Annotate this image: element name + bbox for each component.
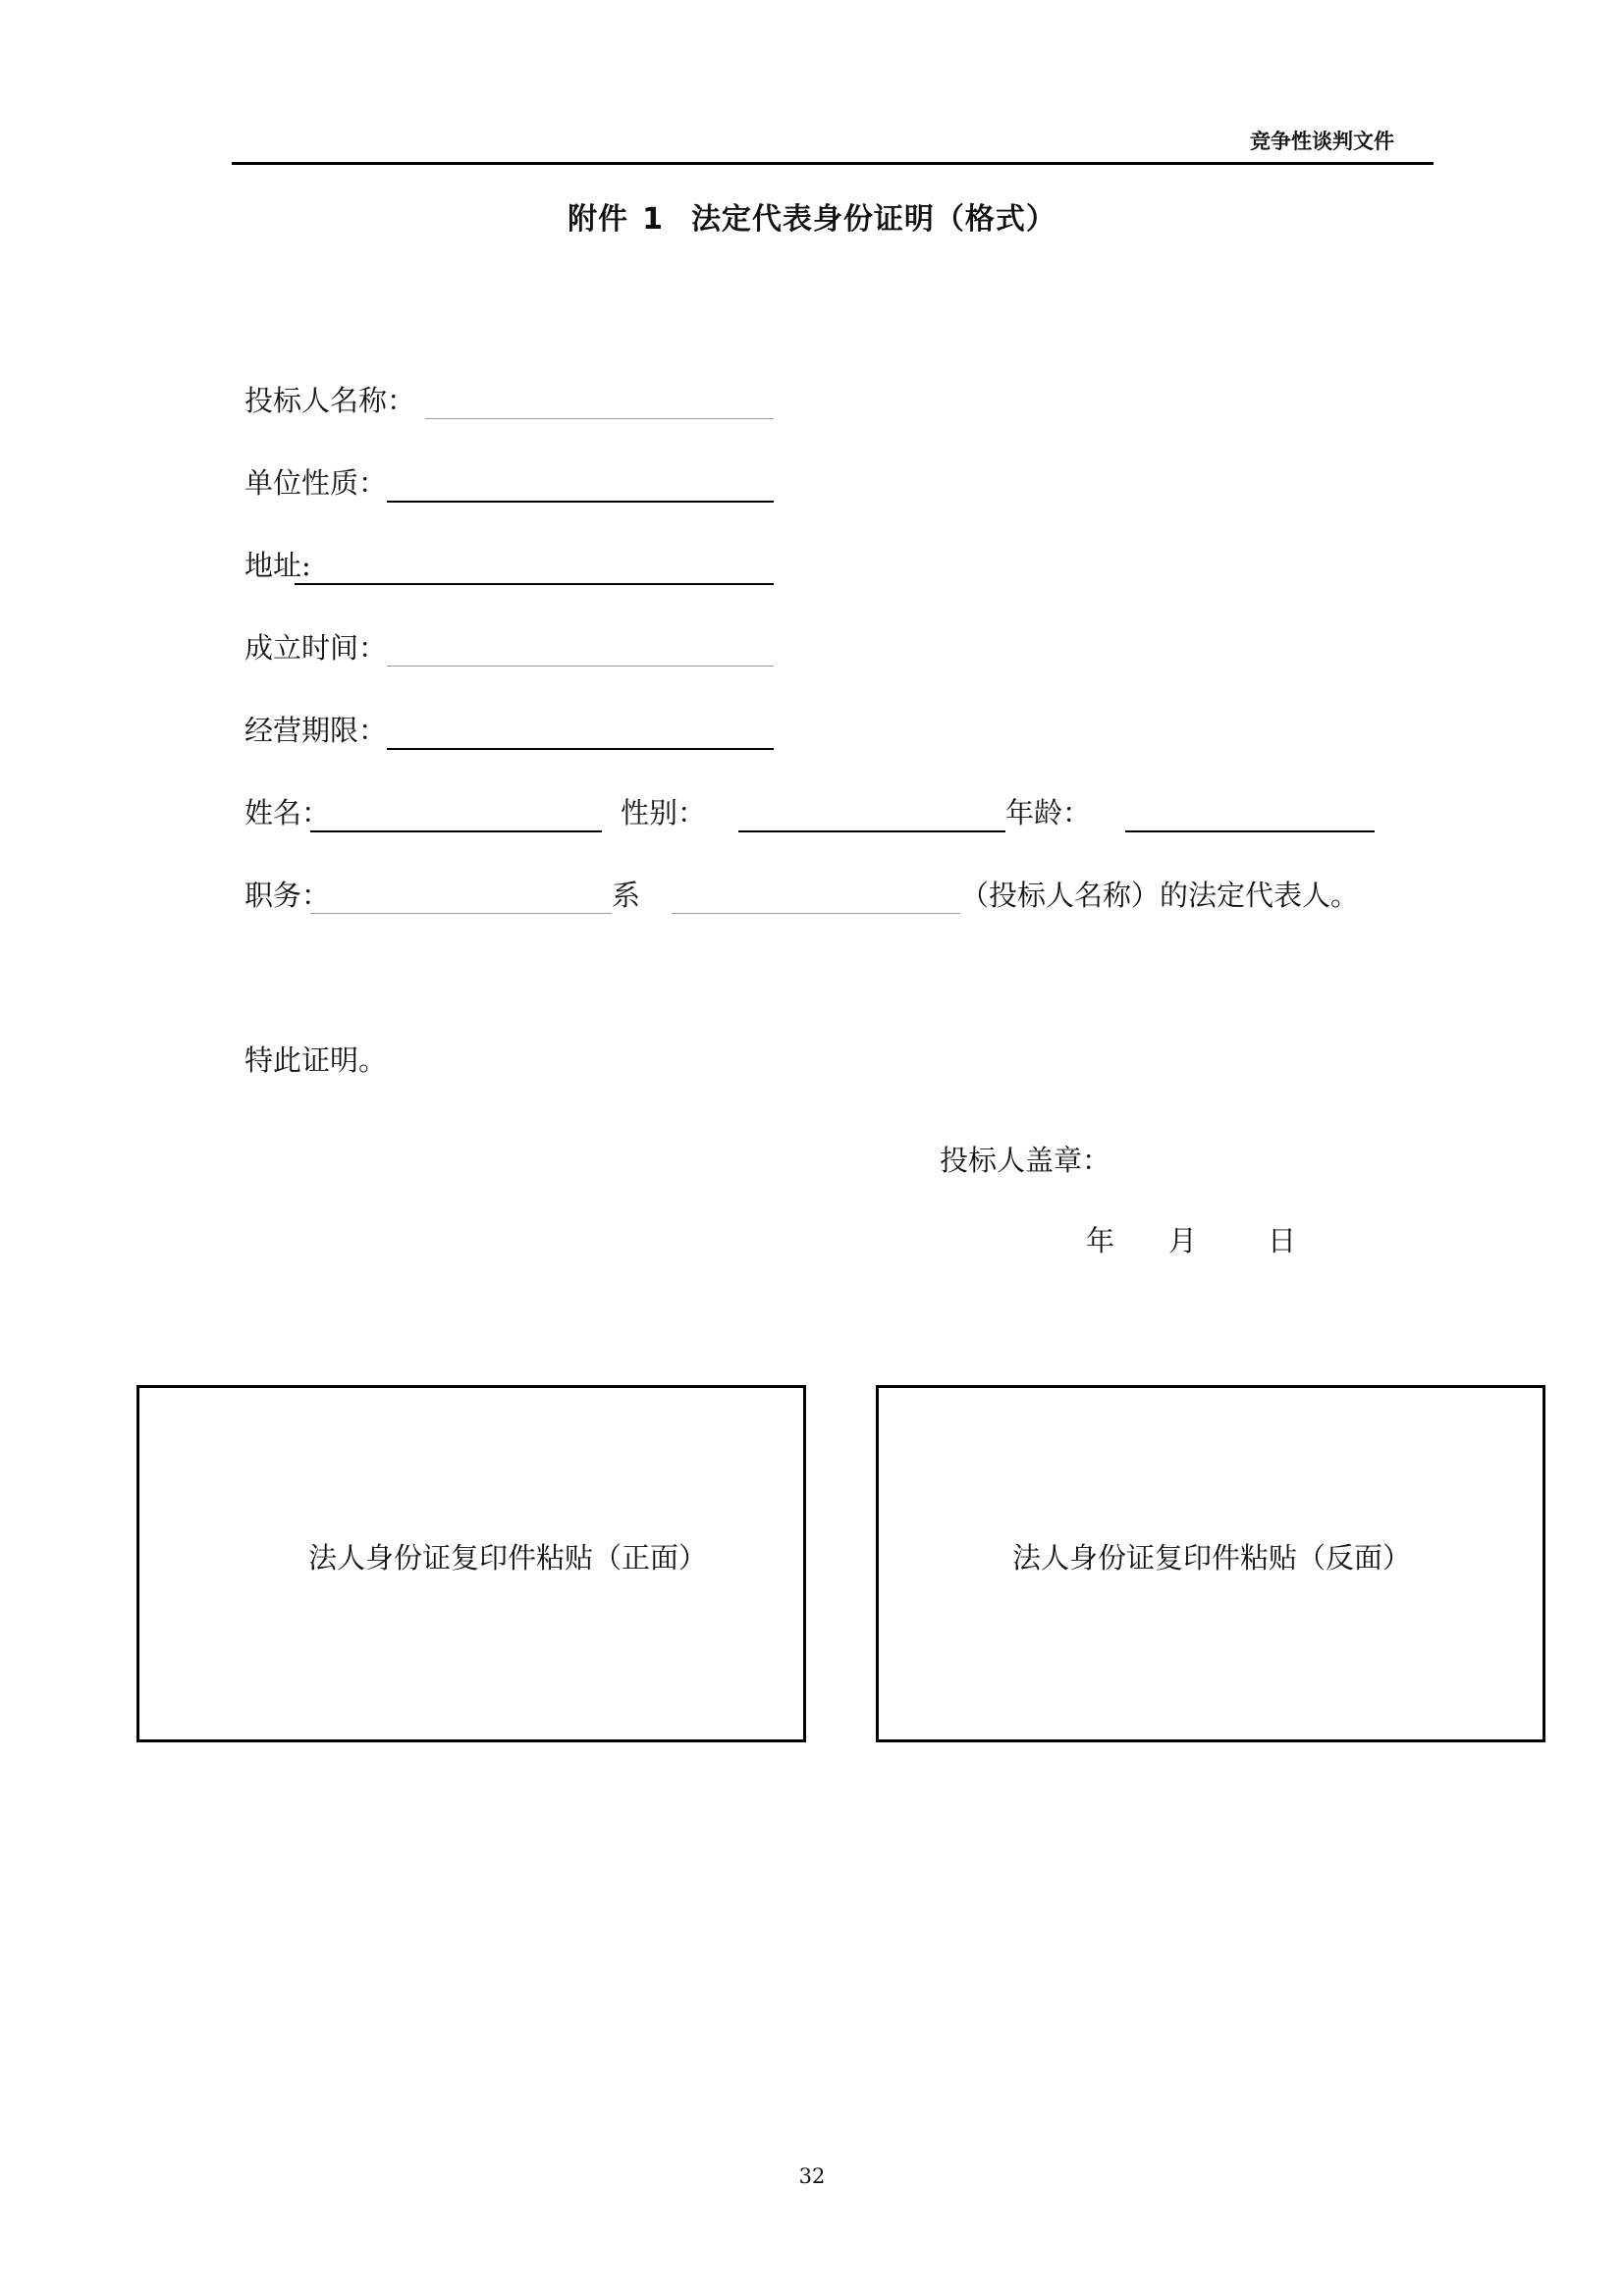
date-year: 年 [1086, 1224, 1115, 1257]
seal-label: 投标人盖章： [940, 1144, 1111, 1177]
gender-field[interactable] [738, 830, 1005, 832]
term-field[interactable] [387, 748, 774, 750]
title-number: 1 [642, 202, 664, 237]
header-rule [232, 162, 1434, 165]
id-back-box [876, 1385, 1545, 1742]
term-label: 经营期限： [244, 714, 388, 747]
date-month: 月 [1168, 1224, 1198, 1257]
bidder-name-field[interactable] [425, 418, 774, 419]
unit-nature-field[interactable] [387, 501, 774, 503]
date-day: 日 [1268, 1224, 1297, 1257]
page-number: 32 [798, 2164, 826, 2188]
id-front-box [136, 1385, 806, 1742]
established-label: 成立时间： [244, 631, 388, 665]
position-label: 职务： [244, 879, 331, 912]
address-field[interactable] [295, 583, 774, 585]
document-title [0, 194, 1624, 238]
title-text: 法定代表身份证明（格式） [690, 202, 1056, 237]
relation-text: 系 [612, 879, 641, 912]
bidder-name-inline-field[interactable] [672, 913, 960, 914]
address-label: 地址: [244, 549, 311, 582]
legal-rep-suffix: （投标人名称）的法定代表人。 [960, 879, 1360, 912]
title-prefix: 附件 [568, 202, 629, 237]
position-field[interactable] [310, 913, 612, 914]
gender-label: 性别： [621, 796, 707, 829]
established-field[interactable] [387, 666, 774, 667]
age-label: 年龄： [1005, 796, 1092, 829]
id-back-label: 法人身份证复印件粘贴（反面） [1012, 1541, 1412, 1575]
unit-nature-label: 单位性质： [244, 466, 388, 500]
age-field[interactable] [1125, 830, 1375, 832]
header-title: 竞争性谈判文件 [1250, 130, 1394, 153]
bidder-name-label: 投标人名称： [244, 384, 416, 417]
name-field[interactable] [310, 830, 602, 832]
certify-text: 特此证明。 [244, 1043, 388, 1077]
name-label: 姓名： [244, 796, 331, 829]
id-front-label: 法人身份证复印件粘贴（正面） [308, 1541, 708, 1575]
